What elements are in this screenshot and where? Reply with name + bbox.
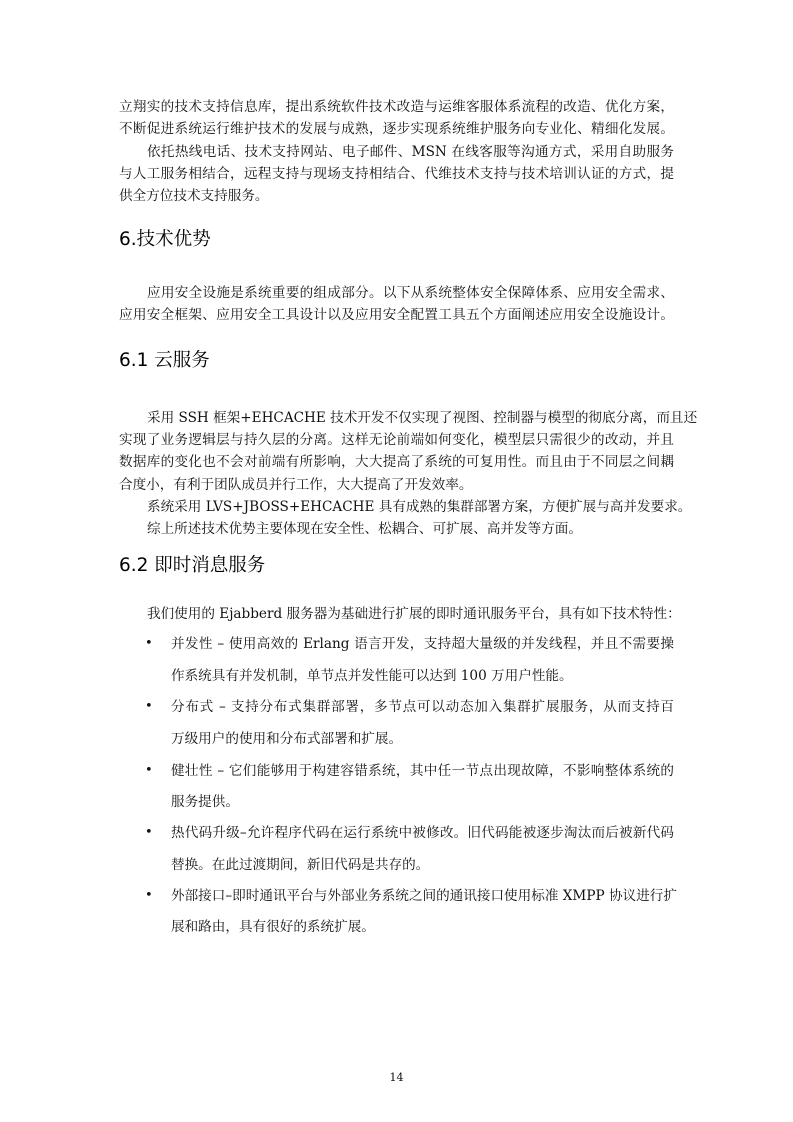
text-line: 合度小，有利于团队成员并行工作，大大提高了开发效率。: [119, 477, 473, 493]
text-line: 外部接口–即时通讯平台与外部业务系统之间的通讯接口使用标准 XMPP 协议进行扩: [171, 888, 677, 904]
text-line: 热代码升级–允许程序代码在运行系统中被修改。旧代码能被逐步淘汰而后被新代码: [171, 825, 674, 841]
text-line: 服务提供。: [171, 794, 239, 810]
text-line: 展和路由，具有很好的系统扩展。: [171, 919, 375, 935]
text-line: 不断促进系统运行维护技术的发展与成熟，逐步实现系统维护服务向专业化、精细化发展。: [119, 121, 674, 137]
text-line: 健壮性 – 它们能够用于构建容错系统，其中任一节点出现故障，不影响整体系统的: [171, 763, 674, 779]
text-line: 并发性 – 使用高效的 Erlang 语言开发，支持超大量级的并发线程，并且不需要操: [171, 636, 674, 652]
bullet-icon: •: [145, 888, 153, 903]
text-line: 替换。在此过渡期间，新旧代码是共存的。: [171, 857, 430, 873]
page-number: 14: [389, 1071, 404, 1084]
text-line: 分布式 – 支持分布式集群部署，多节点可以动态加入集群扩展服务，从而支持百: [171, 699, 674, 715]
heading-6-2: 6.2 即时消息服务: [119, 555, 266, 576]
text-line: 依托热线电话、技术支持网站、电子邮件、MSN 在线客服等沟通方式，采用自助服务: [147, 144, 674, 160]
text-line: 综上所述技术优势主要体现在安全性、松耦合、可扩展、高并发等方面。: [147, 521, 582, 537]
text-line: 与人工服务相结合，远程支持与现场支持相结合、代维技术支持与技术培训认证的方式，提: [119, 166, 674, 182]
text-line: 万级用户的使用和分布式部署和扩展。: [171, 731, 403, 747]
bullet-icon: •: [145, 825, 153, 840]
text-line: 供全方位技术支持服务。: [119, 188, 269, 204]
text-line: 应用安全框架、应用安全工具设计以及应用安全配置工具五个方面阐述应用安全设施设计。: [119, 307, 674, 323]
bullet-icon: •: [145, 763, 153, 778]
text-line: 立翔实的技术支持信息库，提出系统软件技术改造与运维客服体系流程的改造、优化方案，: [119, 99, 674, 115]
text-line: 系统采用 LVS+JBOSS+EHCACHE 具有成熟的集群部署方案，方便扩展与高并发要求。: [147, 499, 692, 515]
text-line: 作系统具有并发机制，单节点并发性能可以达到 100 万用户性能。: [171, 668, 573, 684]
text-line: 我们使用的 Ejabberd 服务器为基础进行扩展的即时通讯服务平台，具有如下技术特性：: [147, 606, 681, 622]
text-line: 应用安全设施是系统重要的组成部分。以下从系统整体安全保障体系、应用安全需求、: [147, 285, 674, 301]
bullet-icon: •: [145, 636, 153, 651]
heading-6: 6.技术优势: [119, 229, 211, 250]
bullet-icon: •: [145, 699, 153, 714]
text-line: 实现了业务逻辑层与持久层的分离。这样无论前端如何变化，模型层只需很少的改动，并且: [119, 432, 674, 448]
text-line: 采用 SSH 框架+EHCACHE 技术开发不仅实现了视图、控制器与模型的彻底分离，而且还: [147, 410, 698, 426]
text-line: 数据库的变化也不会对前端有所影响，大大提高了系统的可复用性。而且由于不同层之间耦: [119, 454, 674, 470]
heading-6-1: 6.1 云服务: [119, 350, 210, 371]
